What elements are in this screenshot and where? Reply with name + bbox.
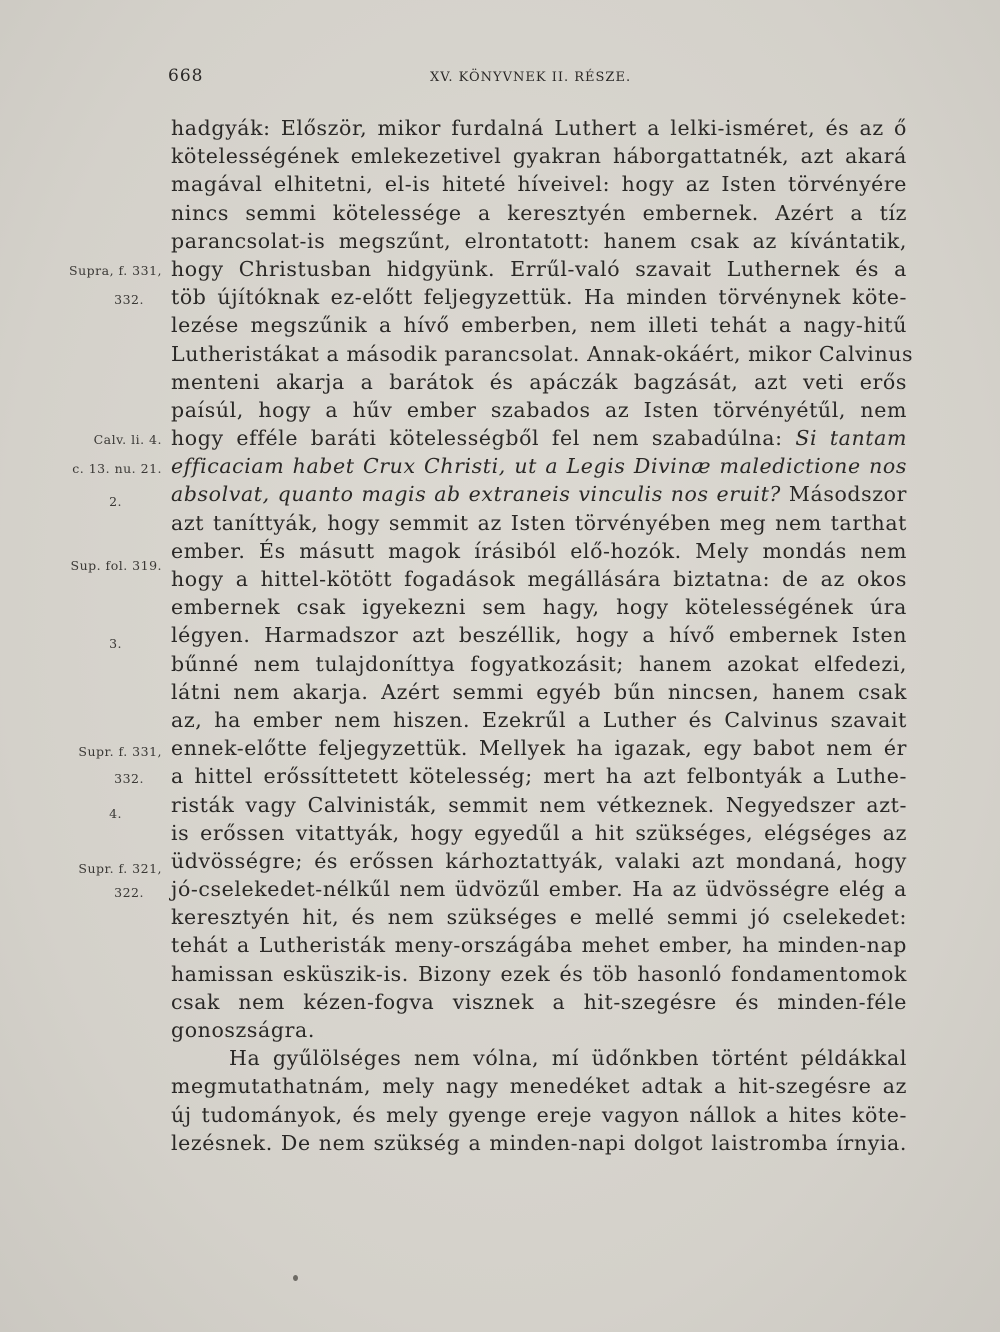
margin-note: c. 13. nu. 21.: [72, 461, 162, 476]
body-text: [171, 114, 914, 1157]
text-line: hamissan esküszik-is. Bizony ezek és töb hasonló fondamentomok: [171, 961, 907, 986]
page-number: 668: [168, 66, 204, 86]
text-line-mixed: [171, 424, 907, 452]
margin-note: Supr. f. 321,: [78, 861, 162, 876]
text-line: látni nem akarja. Azért semmi egyéb bűn nincsen, hanem csak: [171, 679, 907, 704]
text-run: Másodszor: [781, 482, 907, 507]
text-line: bűnné nem tulajdoníttya fogyatkozásit; hanem azokat elfedezi,: [171, 651, 907, 676]
text-line: paísúl, hogy a hűv ember szabados az Isten törvényétűl, nem: [171, 397, 907, 422]
text-line: jó-cselekedet-nélkűl nem üdvözűl ember. Ha az üdvösségre elég a: [171, 877, 907, 902]
text-line: légyen. Harmadszor azt beszéllik, hogy a hívő embernek Isten: [171, 623, 907, 648]
text-line: risták vagy Calvinisták, semmit nem vétkeznek. Negyedszer azt-: [171, 792, 907, 817]
ink-spot: [293, 1275, 298, 1281]
text-line: kötelességének emlekezetivel gyakran háborgattatnék, azt akará: [171, 144, 907, 169]
margin-note: 332.: [114, 292, 144, 307]
text-line: új tudományok, és mely gyenge ereje vagyon nállok a hites köte-: [171, 1102, 907, 1127]
margin-note: 4.: [109, 806, 122, 821]
text-line: ennek-előtte feljegyzettük. Mellyek ha igazak, egy babot nem ér: [171, 736, 907, 761]
latin-quote: Si tantam: [795, 426, 907, 451]
paragraph-first-line: Ha gyűlölséges nem vólna, mí üdőnkben történt példákkal: [229, 1046, 907, 1071]
text-line: embernek csak igyekezni sem hagy, hogy kötelességének úra: [171, 595, 907, 620]
text-run: hogy efféle baráti kötelességből fel nem szabadúlna:: [171, 426, 796, 451]
latin-quote: absolvat, quanto magis ab extraneis vinculis nos eruit?: [171, 482, 782, 507]
text-line: Lutheristákat a második parancsolat. Annak-okáért, mikor Calvinus: [171, 341, 914, 366]
margin-note: Calv. li. 4.: [93, 432, 162, 447]
margin-note: Sup. fol. 319.: [70, 558, 162, 573]
text-line: is erőssen vitattyák, hogy egyedűl a hit szükséges, elégséges az: [171, 820, 907, 845]
margin-note: Supr. f. 331,: [78, 744, 162, 759]
text-line: parancsolat-is megszűnt, elrontatott: hanem csak az kívántatik,: [171, 228, 907, 253]
text-line: hogy Christusban hidgyünk. Errűl-való szavait Luthernek és a: [171, 256, 907, 281]
margin-note: Supra, f. 331,: [69, 263, 162, 278]
text-line: az, ha ember nem hiszen. Ezekrűl a Luther és Calvinus szavait: [171, 707, 907, 732]
text-line: magával elhitetni, el-is hiteté híveivel: hogy az Isten törvényére: [171, 172, 907, 197]
margin-note: 2.: [109, 494, 122, 509]
text-line: tehát a Lutheristák meny-országába mehet ember, ha minden-nap: [171, 933, 907, 958]
text-line: azt taníttyák, hogy semmit az Isten törvényében meg nem tarthat: [171, 510, 907, 535]
text-line: csak nem kézen-fogva visznek a hit-szegésre és minden-féle: [171, 989, 907, 1014]
text-line: hadgyák: Először, mikor furdalná Luthert a lelki-isméret, és az ő: [171, 116, 907, 140]
text-line: üdvösségre; és erőssen kárhoztattyák, valaki azt mondaná, hogy: [171, 848, 907, 873]
running-head: XV. KÖNYVNEK II. RÉSZE.: [430, 70, 632, 85]
latin-quote-line: efficaciam habet Crux Christi, ut a Legis Divinæ maledictione nos: [171, 454, 907, 479]
text-line: lezésnek. De nem szükség a minden-napi dolgot laistromba írnyia.: [171, 1130, 907, 1155]
margin-note: 332.: [114, 771, 144, 786]
text-line: nincs semmi kötelessége a keresztyén embernek. Azért a tíz: [171, 200, 907, 225]
text-line: megmutathatnám, mely nagy menedéket adtak a hit-szegésre az: [171, 1074, 907, 1099]
text-line: menteni akarja a barátok és apáczák bagzását, azt veti erős: [171, 369, 907, 394]
text-line: keresztyén hit, és nem szükséges e mellé semmi jó cselekedet:: [171, 905, 907, 930]
text-line: töb újítóknak ez-előtt feljegyzettük. Ha minden törvénynek köte-: [171, 285, 907, 310]
margin-note: 322.: [114, 885, 144, 900]
text-line: lezése megszűnik a hívő emberben, nem illeti tehát a nagy-hitű: [171, 313, 907, 338]
text-line: ember. És másutt magok írásiból elő-hozók. Mely mondás nem: [171, 538, 907, 563]
text-line: a hittel erőssíttetett kötelesség; mert ha azt felbontyák a Luthe-: [171, 764, 907, 789]
page-header: [168, 66, 903, 92]
text-line: gonoszságra.: [171, 1018, 315, 1042]
margin-note: 3.: [109, 636, 122, 651]
text-line: hogy a hittel-kötött fogadások megállására biztatna: de az okos: [171, 567, 907, 591]
text-line-mixed: [171, 480, 907, 508]
